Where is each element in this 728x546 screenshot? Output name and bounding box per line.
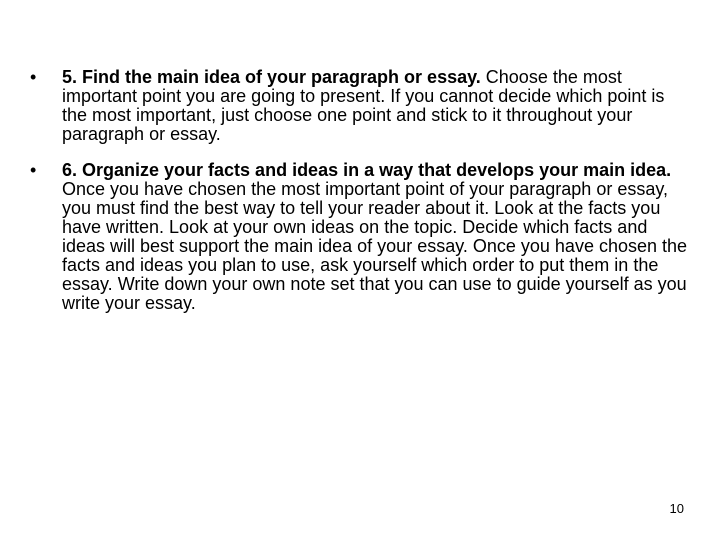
- bullet-text: Once you have chosen the most important point of your paragraph or essay, you must find the best way to tell your reader about it. Look at the facts you have written. Look at your own ideas on the topic. Decide which facts and ideas will best support the main idea of your essay. Once you have chosen the facts and ideas you plan to use, ask yourself which order to put them in the essay. Write down your own note set that you can use to guide yourself as you write your essay.: [62, 179, 688, 313]
- bullet-item-main-idea: [30, 68, 690, 144]
- page-number: 10: [669, 501, 684, 516]
- bullet-item-organize: [30, 161, 690, 313]
- bullet-marker: •: [30, 160, 37, 180]
- bullet-heading: 5. Find the main idea of your paragraph or essay.: [62, 67, 481, 87]
- bullet-heading: 6. Organize your facts and ideas in a way that develops your main idea.: [62, 160, 672, 180]
- bullet-text: Choose the most important point you are going to present. If you cannot decide which point is the most important, just choose one point and stick to it throughout your paragraph or essay.: [62, 67, 665, 144]
- bullet-list: [30, 68, 690, 330]
- bullet-marker: •: [30, 67, 37, 87]
